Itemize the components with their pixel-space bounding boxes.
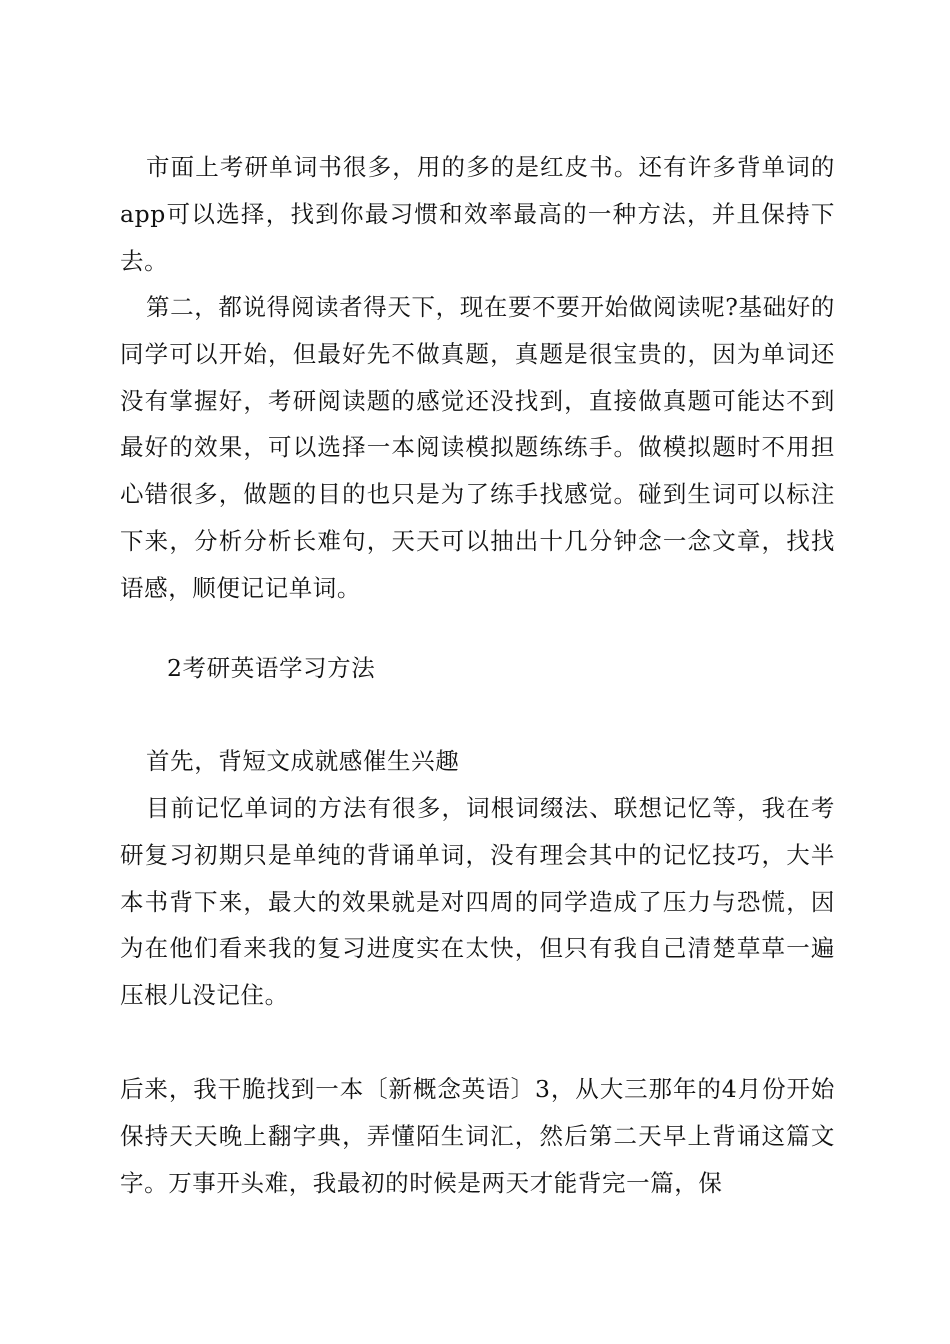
paragraph-memory-methods: 目前记忆单词的方法有很多，词根词缀法、联想记忆等，我在考研复习初期只是单纯的背诵单词，没有理会其中的记忆技巧，大半本书背下来，最大的效果就是对四周的同学造成了压力与恐慌，因为在他们看来我的复习进度实在太快，但只有我自己清楚草草一遍压根儿没记住。 [120,794,835,1010]
paragraph-vocabulary-books: 市面上考研单词书很多，用的多的是红皮书。还有许多背单词的app可以选择，找到你最习惯和效率最高的一种方法，并且保持下去。 [120,153,835,275]
section-heading: 2考研英语学习方法 [167,654,376,682]
paragraph-new-concept-english: 后来，我干脆找到一本〔新概念英语〕3，从大三那年的4月份开始保持天天晚上翻字典，弄懂陌生词汇，然后第二天早上背诵这篇文字。万事开头难，我最初的时候是两天才能背完一篇，保 [120,1075,835,1197]
paragraph-subheading-first: 首先，背短文成就感催生兴趣 [146,747,460,775]
paragraph-reading-practice: 第二，都说得阅读者得天下，现在要不要开始做阅读呢?基础好的同学可以开始，但最好先不做真题，真题是很宝贵的，因为单词还没有掌握好，考研阅读题的感觉还没找到，直接做真题可能达不到最好的效果，可以选择一本阅读模拟题练练手。做模拟题时不用担心错很多，做题的目的也只是为了练手找感觉。碰到生词可以标注下来，分析分析长难句，天天可以抽出十几分钟念一念文章，找找语感，顺便记记单词。 [120,293,835,602]
